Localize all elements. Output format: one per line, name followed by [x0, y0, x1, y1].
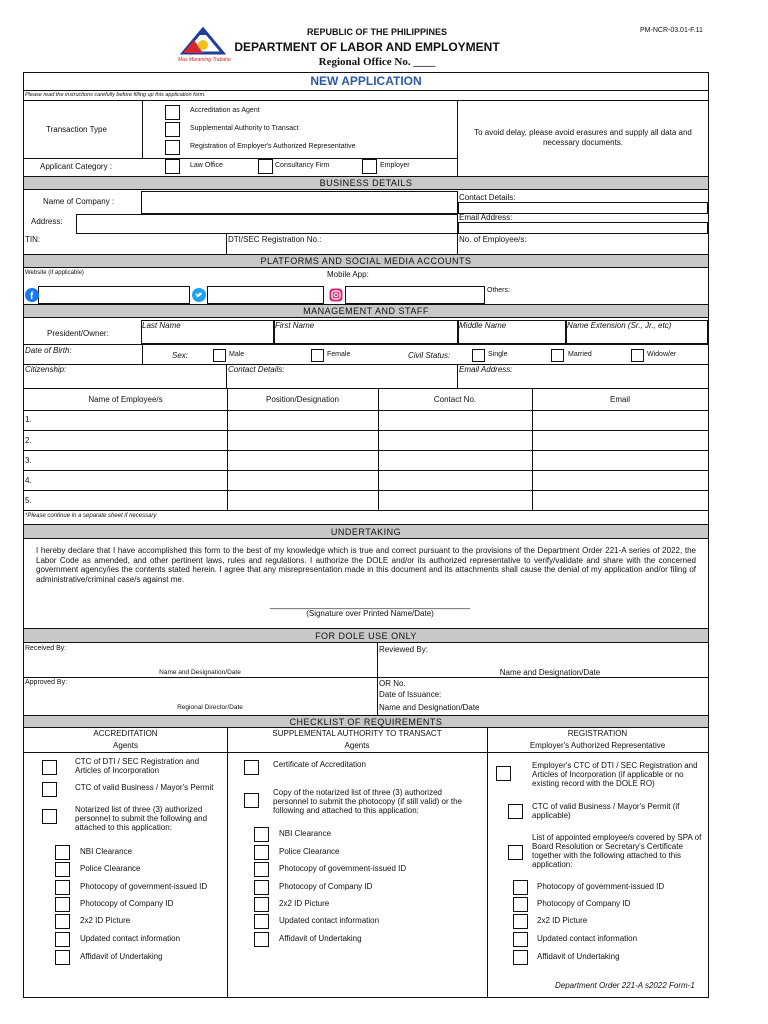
table-row: 1.	[25, 415, 32, 424]
req-item: CTC of valid Business / Mayor's Permit (if applicable)	[532, 802, 680, 820]
band-dole-use: FOR DOLE USE ONLY	[24, 628, 708, 643]
signature-label: (Signature over Printed Name/Date)	[306, 609, 434, 618]
option-female: Female	[327, 351, 351, 358]
option-accreditation: Accreditation as Agent	[190, 107, 260, 114]
option-employer: Employer	[380, 162, 410, 169]
logo-tagline: Mas Maraming Trabaho	[178, 57, 231, 63]
col-position: Position/Designation	[266, 395, 339, 404]
label-mobile: Mobile App:	[327, 270, 369, 279]
req-checkbox[interactable]	[513, 950, 528, 965]
option-married: Married	[568, 351, 592, 358]
facebook-field[interactable]	[38, 286, 190, 304]
regional-director: Regional Director/Date	[177, 704, 243, 711]
label-sex: Sex:	[172, 351, 189, 360]
req-item: Notarized list of three (3) authorized personnel to submit the following and attached to this application:	[75, 805, 208, 832]
option-consultancy: Consultancy Firm	[275, 162, 330, 169]
table-row: 4.	[25, 476, 32, 485]
req-checkbox[interactable]	[254, 914, 269, 929]
req-checkbox[interactable]	[254, 862, 269, 877]
band-business-details: BUSINESS DETAILS	[24, 176, 708, 190]
req-item: CTC of valid Business / Mayor's Permit	[75, 783, 214, 792]
req-item: Certificate of Accreditation	[273, 760, 366, 769]
checkbox-male[interactable]	[213, 349, 226, 362]
req-checkbox[interactable]	[55, 862, 70, 877]
col-email: Email	[609, 395, 630, 404]
checkbox-married[interactable]	[551, 349, 564, 362]
req-sub-item: Police Clearance	[279, 847, 340, 856]
req-sub-item: Photocopy of government-issued ID	[80, 882, 208, 891]
checkbox-employer[interactable]	[362, 159, 377, 174]
col-contact: Contact No.	[433, 395, 477, 404]
form-code: PM-NCR-03.01-F.11	[640, 27, 703, 34]
department-title: DEPARTMENT OF LABOR AND EMPLOYMENT	[234, 40, 500, 54]
reviewed-name-designation: Name and Designation/Date	[499, 668, 601, 677]
req-sub-item: 2x2 ID Picture	[537, 916, 588, 925]
req-sub-item: Photocopy of Company ID	[279, 882, 373, 891]
req-checkbox[interactable]	[513, 932, 528, 947]
req-sub-item: Affidavit of Undertaking	[537, 952, 620, 961]
req-checkbox[interactable]	[42, 782, 57, 797]
label-first-name: First Name	[275, 321, 315, 330]
republic-title: REPUBLIC OF THE PHILIPPINES	[306, 27, 447, 37]
option-law-office: Law Office	[190, 162, 223, 169]
req-sub-item: NBI Clearance	[279, 829, 332, 838]
label-company: Name of Company :	[43, 197, 115, 206]
signature-line: ________________________________________	[269, 599, 471, 609]
svg-text:f: f	[30, 291, 34, 302]
accreditation-title: ACCREDITATION	[93, 729, 158, 738]
table-row: 3.	[25, 456, 32, 465]
dole-logo	[180, 25, 226, 59]
instructions: Please read the instructions carefully before filling up this application form.	[25, 92, 206, 98]
label-or-no: OR No.	[379, 679, 406, 688]
req-item: Employer's CTC of DTI / SEC Registration and Articles of Incorporation (if applicable or no existing record with the DOLE RO)	[532, 761, 698, 788]
address-field[interactable]	[76, 214, 458, 234]
label-mgmt-contact: Contact Details:	[228, 365, 285, 374]
req-sub-item: 2x2 ID Picture	[80, 916, 131, 925]
band-undertaking: UNDERTAKING	[24, 524, 708, 539]
option-registration: Registration of Employer's Authorized Representative	[190, 143, 356, 150]
label-citizenship: Citizenship:	[25, 365, 67, 374]
req-sub-item: NBI Clearance	[80, 847, 133, 856]
req-checkbox[interactable]	[254, 845, 269, 860]
checkbox-single[interactable]	[472, 349, 485, 362]
req-checkbox[interactable]	[55, 845, 70, 860]
regional-office: Regional Office No. ____	[318, 56, 436, 68]
req-sub-item: Affidavit of Undertaking	[80, 952, 163, 961]
label-contact-details: Contact Details:	[459, 193, 516, 202]
label-tin: TIN:	[25, 235, 41, 244]
band-management: MANAGEMENT AND STAFF	[24, 304, 708, 318]
label-name-ext: Name Extension (Sr., Jr., etc)	[567, 321, 672, 330]
twitter-field[interactable]	[207, 286, 324, 304]
registration-subtitle: Employer's Authorized Representative	[529, 741, 666, 750]
req-checkbox[interactable]	[513, 897, 528, 912]
checkbox-accreditation[interactable]	[165, 105, 180, 120]
req-checkbox[interactable]	[55, 897, 70, 912]
col-employee-name: Name of Employee/s	[88, 395, 163, 404]
req-checkbox[interactable]	[244, 760, 259, 775]
supplemental-title: SUPPLEMENTAL AUTHORITY TO TRANSACT	[272, 729, 442, 738]
label-dti: DTI/SEC Registration No.:	[228, 235, 322, 244]
label-mgmt-email: Email Address:	[459, 365, 513, 374]
label-date-issuance: Date of Issuance:	[379, 690, 442, 699]
label-others: Others:	[487, 287, 510, 294]
checkbox-female[interactable]	[311, 349, 324, 362]
req-sub-item: Updated contact information	[537, 934, 638, 943]
req-sub-item: 2x2 ID Picture	[279, 899, 330, 908]
req-checkbox[interactable]	[55, 950, 70, 965]
received-name-designation: Name and Designation/Date	[159, 669, 241, 676]
req-sub-item: Police Clearance	[80, 864, 141, 873]
req-checkbox[interactable]	[244, 793, 259, 808]
req-checkbox[interactable]	[55, 880, 70, 895]
req-checkbox[interactable]	[254, 897, 269, 912]
band-checklist: CHECKLIST OF REQUIREMENTS	[24, 715, 708, 728]
label-last-name: Last Name	[142, 321, 181, 330]
req-checkbox[interactable]	[508, 804, 523, 819]
label-website: Website (if applicable)	[25, 270, 84, 276]
req-checkbox[interactable]	[254, 827, 269, 842]
checkbox-consultancy[interactable]	[258, 159, 273, 174]
label-email: Email Address:	[459, 213, 513, 222]
req-checkbox[interactable]	[513, 914, 528, 929]
req-checkbox[interactable]	[513, 880, 528, 895]
footer-form-ref: Department Order 221-A s2022 Form-1	[555, 981, 695, 990]
checkbox-registration[interactable]	[165, 140, 180, 155]
transaction-type-label: Transaction Type	[46, 125, 107, 134]
checkbox-widow[interactable]	[631, 349, 644, 362]
req-item: Copy of the notarized list of three (3) authorized personnel to submit the photocopy (if still valid) or the following and attached to this application:	[273, 788, 462, 815]
band-platforms: PLATFORMS AND SOCIAL MEDIA ACCOUNTS	[24, 254, 708, 268]
req-item: CTC of DTI / SEC Registration and Articles of Incorporation	[75, 757, 200, 775]
req-item: List of appointed employee/s covered by SPA of Board Resolution or Secretary's Certificate together with the following attached to this application:	[532, 833, 702, 869]
req-checkbox[interactable]	[508, 845, 523, 860]
label-reviewed-by: Reviewed By:	[379, 645, 428, 654]
req-checkbox[interactable]	[42, 760, 57, 775]
table-row: 2.	[25, 436, 32, 445]
table-row: 5.	[25, 496, 32, 505]
form-title: NEW APPLICATION	[310, 74, 422, 88]
label-civil-status: Civil Status:	[408, 351, 451, 360]
req-sub-item: Photocopy of Company ID	[537, 899, 631, 908]
label-president: President/Owner:	[47, 329, 109, 338]
dole-name-designation: Name and Designation/Date	[379, 703, 480, 712]
instagram-field[interactable]	[345, 286, 485, 304]
req-checkbox[interactable]	[254, 932, 269, 947]
req-checkbox[interactable]	[496, 766, 511, 781]
accreditation-subtitle: Agents	[113, 741, 138, 750]
req-sub-item: Affidavit of Undertaking	[279, 934, 362, 943]
label-address: Address:	[31, 217, 63, 226]
continue-note: *Please continue in a separate sheet if necessary	[25, 513, 157, 519]
applicant-category-label: Applicant Category :	[40, 162, 113, 171]
option-widow: Widow/er	[647, 351, 677, 358]
email-field[interactable]	[458, 222, 708, 234]
option-supplemental: Supplemental Authority to Transact	[190, 125, 299, 132]
label-employees: No. of Employee/s:	[459, 235, 527, 244]
label-received-by: Received By:	[25, 645, 67, 652]
req-sub-item: Updated contact information	[279, 916, 380, 925]
option-single: Single	[488, 351, 508, 358]
req-checkbox[interactable]	[55, 932, 70, 947]
supplemental-subtitle: Agents	[344, 741, 370, 750]
req-sub-item: Updated contact information	[80, 934, 181, 943]
req-sub-item: Photocopy of Company ID	[80, 899, 174, 908]
label-dob: Date of Birth:	[25, 346, 72, 355]
avoid-delay-note: To avoid delay, please avoid erasures and supply all data and necessary documents.	[474, 128, 692, 147]
registration-title: REGISTRATION	[567, 729, 628, 738]
req-checkbox[interactable]	[55, 914, 70, 929]
req-sub-item: Photocopy of government-issued ID	[537, 882, 665, 891]
label-middle-name: Middle Name	[459, 321, 507, 330]
undertaking-text: I hereby declare that I have accomplished this form to the best of my knowledge which is true and correct pursuant to the provisions of the Department Order 221-A series of 2022, the Labor Code as amended, and other pertinent laws, rules and regulations. I authorize the DOLE and/or its authorized representative to verify/validate and share with the concerned government agency/ies the contents stated herein. I agree that any misrepresentation made in this document and its attachments shall cause the denial of my application and/or filing of administrative/criminal case/s against me.	[36, 546, 696, 584]
req-checkbox[interactable]	[42, 809, 57, 824]
checkbox-supplemental[interactable]	[165, 122, 180, 137]
req-sub-item: Photocopy of government-issued ID	[279, 864, 407, 873]
option-male: Male	[229, 351, 245, 358]
dole-logo-icon	[180, 25, 226, 59]
company-field[interactable]	[141, 191, 458, 214]
req-checkbox[interactable]	[254, 880, 269, 895]
label-approved-by: Approved By:	[25, 679, 68, 686]
checkbox-law-office[interactable]	[165, 159, 180, 174]
